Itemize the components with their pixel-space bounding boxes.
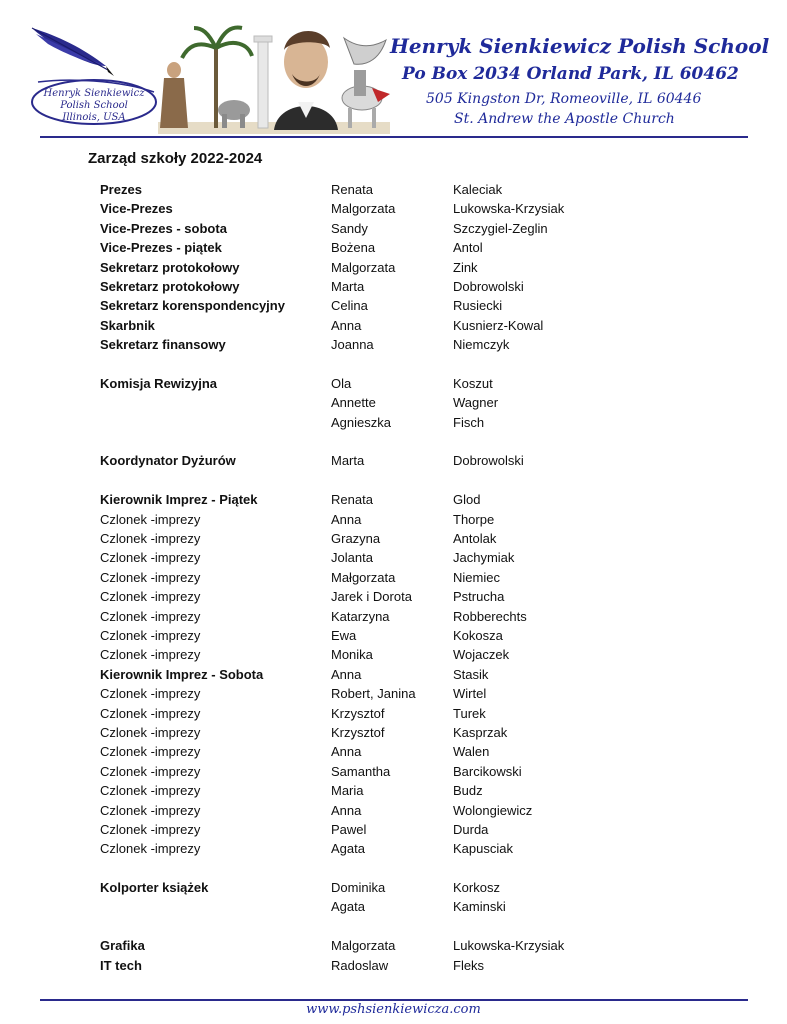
role-cell: Czlonek -imprezy: [100, 647, 201, 663]
roster-row: [100, 490, 700, 509]
first-name-cell: Monika: [331, 647, 373, 663]
board-roster: [100, 180, 700, 975]
first-name-cell: Agata: [331, 899, 365, 915]
role-cell: Sekretarz korenspondencyjny: [100, 298, 285, 314]
role-cell: Sekretarz protokołowy: [100, 259, 240, 275]
portrait-illustration: [158, 18, 390, 134]
role-cell: Czlonek -imprezy: [100, 821, 201, 837]
last-name-cell: Kasprzak: [453, 724, 508, 740]
first-name-cell: Grazyna: [331, 531, 381, 547]
footer-divider: [40, 999, 748, 1001]
role-cell: Czlonek -imprezy: [100, 763, 201, 779]
last-name-cell: Thorpe: [453, 511, 495, 527]
roster-row: [100, 374, 700, 393]
last-name-cell: Budz: [453, 783, 483, 799]
roster-row: [100, 665, 700, 684]
role-cell: Skarbnik: [100, 317, 155, 333]
header-divider: [40, 136, 748, 138]
last-name-cell: Lukowska-Krzysiak: [453, 938, 565, 954]
roster-row: [100, 742, 700, 761]
roster-row: [100, 277, 700, 296]
roster-row: [100, 684, 700, 703]
role-cell: Kierownik Imprez - Piątek: [100, 492, 258, 508]
first-name-cell: Renata: [331, 182, 373, 197]
role-cell: Czlonek -imprezy: [100, 802, 201, 818]
first-name-cell: Małgorzata: [331, 569, 396, 585]
website-link[interactable]: www.pshsienkiewicza.com: [306, 1002, 481, 1017]
roster-row: [100, 548, 700, 567]
first-name-cell: Marta: [331, 278, 365, 294]
last-name-cell: Wirtel: [453, 686, 487, 702]
first-name-cell: Bożena: [331, 240, 376, 256]
logo-text: [30, 88, 158, 124]
last-name-cell: Glod: [453, 492, 481, 508]
first-name-cell: Radoslaw: [331, 957, 389, 973]
role-cell: Vice-Prezes - sobota: [100, 220, 227, 236]
last-name-cell: Wojaczek: [453, 647, 510, 663]
roster-row: [100, 296, 700, 315]
roster-row: [100, 839, 700, 858]
roster-row: [100, 781, 700, 800]
first-name-cell: Jolanta: [331, 550, 373, 566]
first-name-cell: Sandy: [331, 220, 368, 236]
last-name-cell: Zink: [453, 259, 478, 275]
first-name-cell: Renata: [331, 492, 373, 508]
role-cell: Czlonek -imprezy: [100, 841, 201, 857]
last-name-cell: Wagner: [453, 395, 499, 411]
last-name-cell: Kusnierz-Kowal: [453, 317, 544, 333]
last-name-cell: Rusiecki: [453, 298, 503, 314]
role-cell: Czlonek -imprezy: [100, 569, 201, 585]
roster-row: [100, 645, 700, 664]
roster-row: [100, 820, 700, 839]
first-name-cell: Krzysztof: [331, 724, 385, 740]
last-name-cell: Koszut: [453, 375, 493, 391]
last-name-cell: Stasik: [453, 666, 489, 682]
first-name-cell: Annette: [331, 395, 376, 411]
roster-row: [100, 762, 700, 781]
role-cell: Komisja Rewizyjna: [100, 375, 218, 391]
first-name-cell: Anna: [331, 744, 362, 760]
first-name-cell: Malgorzata: [331, 259, 396, 275]
roster-row: [100, 413, 700, 432]
role-cell: Vice-Prezes - piątek: [100, 240, 222, 256]
first-name-cell: Jarek i Dorota: [331, 589, 412, 605]
role-cell: Czlonek -imprezy: [100, 627, 201, 643]
first-name-cell: Anna: [331, 511, 362, 527]
roster-row: [100, 355, 700, 374]
logo-line-2: Polish School: [60, 100, 128, 111]
last-name-cell: Niemiec: [453, 569, 500, 585]
roster-row: [100, 238, 700, 257]
po-box-address: Po Box 2034 Orland Park, IL 60462: [402, 64, 739, 84]
roster-row: [100, 258, 700, 277]
first-name-cell: Malgorzata: [331, 201, 396, 217]
role-cell: Czlonek -imprezy: [100, 783, 201, 799]
role-cell: Grafika: [100, 938, 145, 954]
first-name-cell: Joanna: [331, 337, 374, 353]
last-name-cell: Jachymiak: [453, 550, 515, 566]
page-title: Zarząd szkoły 2022-2024: [88, 150, 263, 167]
last-name-cell: Kaminski: [453, 899, 506, 915]
role-cell: Czlonek -imprezy: [100, 724, 201, 740]
roster-row: [100, 316, 700, 335]
role-cell: Kolporter książek: [100, 880, 209, 896]
role-cell: Czlonek -imprezy: [100, 686, 201, 702]
first-name-cell: Katarzyna: [331, 608, 390, 624]
last-name-cell: Durda: [453, 821, 489, 837]
first-name-cell: Samantha: [331, 763, 391, 779]
roster-row: [100, 607, 700, 626]
roster-row: [100, 335, 700, 354]
first-name-cell: Robert, Janina: [331, 686, 416, 702]
logo-line-3: Illinois, USA: [62, 112, 126, 123]
last-name-cell: Kaleciak: [453, 182, 503, 197]
school-name: Henryk Sienkiewicz Polish School: [390, 34, 770, 58]
last-name-cell: Pstrucha: [453, 589, 505, 605]
last-name-cell: Niemczyk: [453, 337, 510, 353]
roster-row: [100, 859, 700, 878]
roster-row: [100, 393, 700, 412]
roster-row: [100, 432, 700, 451]
first-name-cell: Pawel: [331, 821, 367, 837]
role-cell: Czlonek -imprezy: [100, 589, 201, 605]
role-cell: IT tech: [100, 957, 142, 973]
roster-row: [100, 510, 700, 529]
last-name-cell: Dobrowolski: [453, 278, 524, 294]
first-name-cell: Marta: [331, 453, 365, 469]
last-name-cell: Fleks: [453, 957, 485, 973]
street-address: 505 Kingston Dr, Romeoville, IL 60446: [426, 91, 702, 107]
role-cell: Czlonek -imprezy: [100, 608, 201, 624]
roster-row: [100, 917, 700, 936]
roster-row: [100, 897, 700, 916]
role-cell: Czlonek -imprezy: [100, 705, 201, 721]
first-name-cell: Celina: [331, 298, 368, 314]
last-name-cell: Kokosza: [453, 627, 503, 643]
role-cell: Czlonek -imprezy: [100, 744, 201, 760]
first-name-cell: Maria: [331, 783, 364, 799]
role-cell: Czlonek -imprezy: [100, 511, 201, 527]
roster-row: [100, 878, 700, 897]
role-cell: Czlonek -imprezy: [100, 531, 201, 547]
last-name-cell: Dobrowolski: [453, 453, 524, 469]
role-cell: Czlonek -imprezy: [100, 550, 201, 566]
last-name-cell: Fisch: [453, 414, 485, 430]
role-cell: Kierownik Imprez - Sobota: [100, 666, 264, 682]
roster-row: [100, 219, 700, 238]
roster-row: [100, 199, 700, 218]
first-name-cell: Anna: [331, 802, 362, 818]
first-name-cell: Ewa: [331, 627, 357, 643]
role-cell: Prezes: [100, 182, 142, 197]
roster-row: [100, 471, 700, 490]
role-cell: Vice-Prezes: [100, 201, 173, 217]
last-name-cell: Szczygiel-Zeglin: [453, 220, 548, 236]
last-name-cell: Wolongiewicz: [453, 802, 533, 818]
roster-row: [100, 568, 700, 587]
roster-row: [100, 587, 700, 606]
role-cell: Sekretarz protokołowy: [100, 278, 240, 294]
church-name: St. Andrew the Apostle Church: [454, 111, 675, 127]
first-name-cell: Ola: [331, 375, 352, 391]
first-name-cell: Krzysztof: [331, 705, 385, 721]
last-name-cell: Turek: [453, 705, 486, 721]
last-name-cell: Kapusciak: [453, 841, 513, 857]
last-name-cell: Korkosz: [453, 880, 500, 896]
first-name-cell: Dominika: [331, 880, 386, 896]
last-name-cell: Lukowska-Krzysiak: [453, 201, 565, 217]
last-name-cell: Barcikowski: [453, 763, 522, 779]
first-name-cell: Malgorzata: [331, 938, 396, 954]
roster-row: [100, 180, 700, 199]
school-logo: [28, 22, 160, 132]
last-name-cell: Walen: [453, 744, 490, 760]
roster-row: [100, 801, 700, 820]
roster-row: [100, 704, 700, 723]
roster-row: [100, 723, 700, 742]
roster-row: [100, 936, 700, 955]
roster-row: [100, 626, 700, 645]
first-name-cell: Anna: [331, 317, 362, 333]
last-name-cell: Robberechts: [453, 608, 527, 624]
first-name-cell: Agnieszka: [331, 414, 391, 430]
first-name-cell: Anna: [331, 666, 362, 682]
last-name-cell: Antol: [453, 240, 483, 256]
logo-line-1: Henryk Sienkiewicz: [43, 88, 145, 99]
first-name-cell: Agata: [331, 841, 365, 857]
role-cell: Sekretarz finansowy: [100, 337, 226, 353]
last-name-cell: Antolak: [453, 531, 497, 547]
roster-row: [100, 451, 700, 470]
role-cell: Koordynator Dyżurów: [100, 453, 236, 469]
roster-row: [100, 529, 700, 548]
roster-row: [100, 956, 700, 975]
